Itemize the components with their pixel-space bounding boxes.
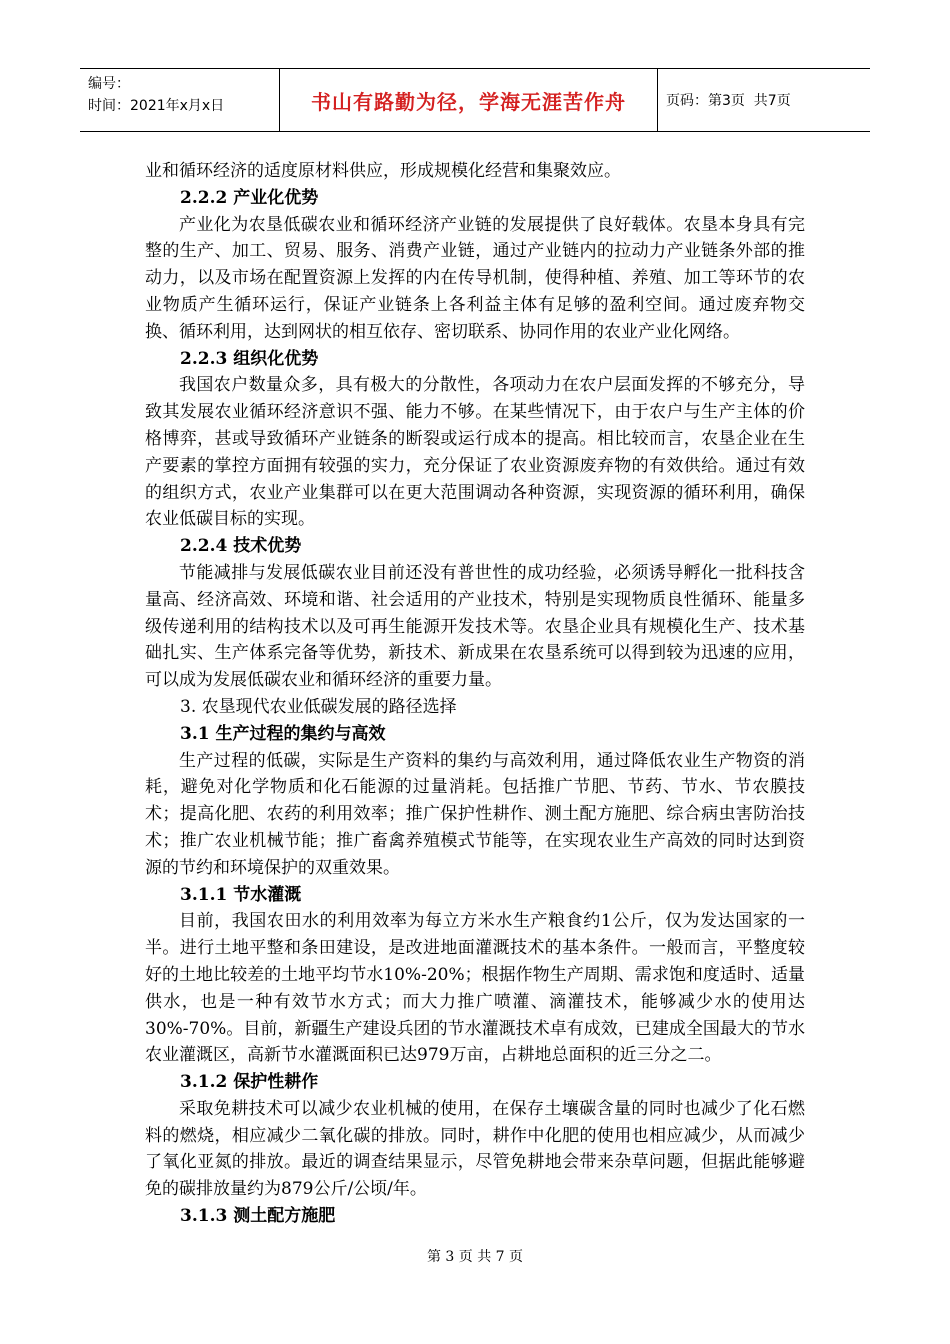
page-header [80, 68, 870, 132]
page-footer: 第 3 页 共 7 页 [426, 1249, 524, 1265]
doc-date: 时间：2021年x月x日 [88, 98, 225, 114]
section-heading-3-1-1: 3.1.1 节水灌溉 [180, 884, 302, 905]
section-heading-3: 3. 农垦现代农业低碳发展的路径选择 [180, 696, 457, 717]
paragraph: 业和循环经济的适度原材料供应，形成规模化经营和集聚效应。 [145, 161, 621, 181]
section-heading-2-2-2: 2.2.2 产业化优势 [180, 187, 319, 208]
header-page-info: 页码：第3页 共7页 [666, 93, 791, 109]
section-heading-3-1-2: 3.1.2 保护性耕作 [180, 1072, 319, 1093]
section-heading-2-2-4: 2.2.4 技术优势 [180, 536, 302, 557]
header-meta [80, 69, 280, 131]
section-heading-3-1: 3.1 生产过程的集约与高效 [180, 723, 386, 744]
section-heading-3-1-3: 3.1.3 测土配方施肥 [180, 1206, 336, 1227]
paragraph: 生产过程的低碳，实际是生产资料的集约与高效利用，通过降低农业生产物资的消耗，避免对化学物质和化石能源的过量消耗。包括推广节肥、节药、节水、节农膜技术；提高化肥、农药的利用效率；推广保护性耕作、测土配方施肥、综合病虫害防治技术；推广农业机械节能；推广畜禽养殖模式节能等，在实现农业生产高效的同时达到资源的节约和环境保护的双重效果。 [145, 750, 805, 878]
header-motto: 书山有路勤为径，学海无涯苦作舟 [280, 69, 658, 131]
paragraph: 产业化为农垦低碳农业和循环经济产业链的发展提供了良好载体。农垦本身具有完整的生产、加工、贸易、服务、消费产业链，通过产业链内的拉动力产业链条外部的推动力，以及市场在配置资源上发挥的内在传导机制，使得种植、养殖、加工等环节的农业物质产生循环运行，保证产业链条上各利益主体有足够的盈利空间。通过废弃物交换、循环利用，达到网状的相互依存、密切联系、协同作用的农业产业化网络。 [145, 214, 805, 342]
doc-number-label: 编号： [88, 76, 130, 92]
paragraph: 采取免耕技术可以减少农业机械的使用，在保存土壤碳含量的同时也减少了化石燃料的燃烧，相应减少二氧化碳的排放。同时，耕作中化肥的使用也相应减少，从而减少了氧化亚氮的排放。最近的调查结果显示，尽管免耕地会带来杂草问题，但据此能够避免的碳排放量约为879公斤/公顷/年。 [145, 1098, 805, 1200]
paragraph: 节能减排与发展低碳农业目前还没有普世性的成功经验，必须诱导孵化一批科技含量高、经济高效、环境和谐、社会适用的产业技术，特别是实现物质良性循环、能量多级传递利用的结构技术以及可再生能源开发技术等。农垦企业具有规模化生产、技术基础扎实、生产体系完备等优势，新技术、新成果在农垦系统可以得到较为迅速的应用，可以成为发展低碳农业和循环经济的重要力量。 [145, 562, 805, 691]
document-body [145, 158, 805, 1230]
paragraph: 我国农户数量众多，具有极大的分散性，各项动力在农户层面发挥的不够充分，导致其发展农业循环经济意识不强、能力不够。在某些情况下，由于农户与生产主体的价格博弈，甚或导致循环产业链条的断裂或运行成本的提高。相比较而言，农垦企业在生产要素的掌控方面拥有较强的实力，充分保证了农业资源废弃物的有效供给。通过有效的组织方式，农业产业集群可以在更大范围调动各种资源，实现资源的循环利用，确保农业低碳目标的实现。 [145, 375, 805, 530]
paragraph: 目前，我国农田水的利用效率为每立方米水生产粮食约1公斤，仅为发达国家的一半。进行土地平整和条田建设，是改进地面灌溉技术的基本条件。一般而言，平整度较好的土地比较差的土地平均节水10%-20%；根据作物生产周期、需求饱和度适时、适量供水，也是一种有效节水方式；而大力推广喷灌、滴灌技术，能够减少水的使用达30%-70%。目前，新疆生产建设兵团的节水灌溉技术卓有成效，已建成全国最大的节水农业灌溉区，高新节水灌溉面积已达979万亩，占耕地总面积的近三分之二。 [145, 911, 805, 1066]
section-heading-2-2-3: 2.2.3 组织化优势 [180, 348, 319, 369]
